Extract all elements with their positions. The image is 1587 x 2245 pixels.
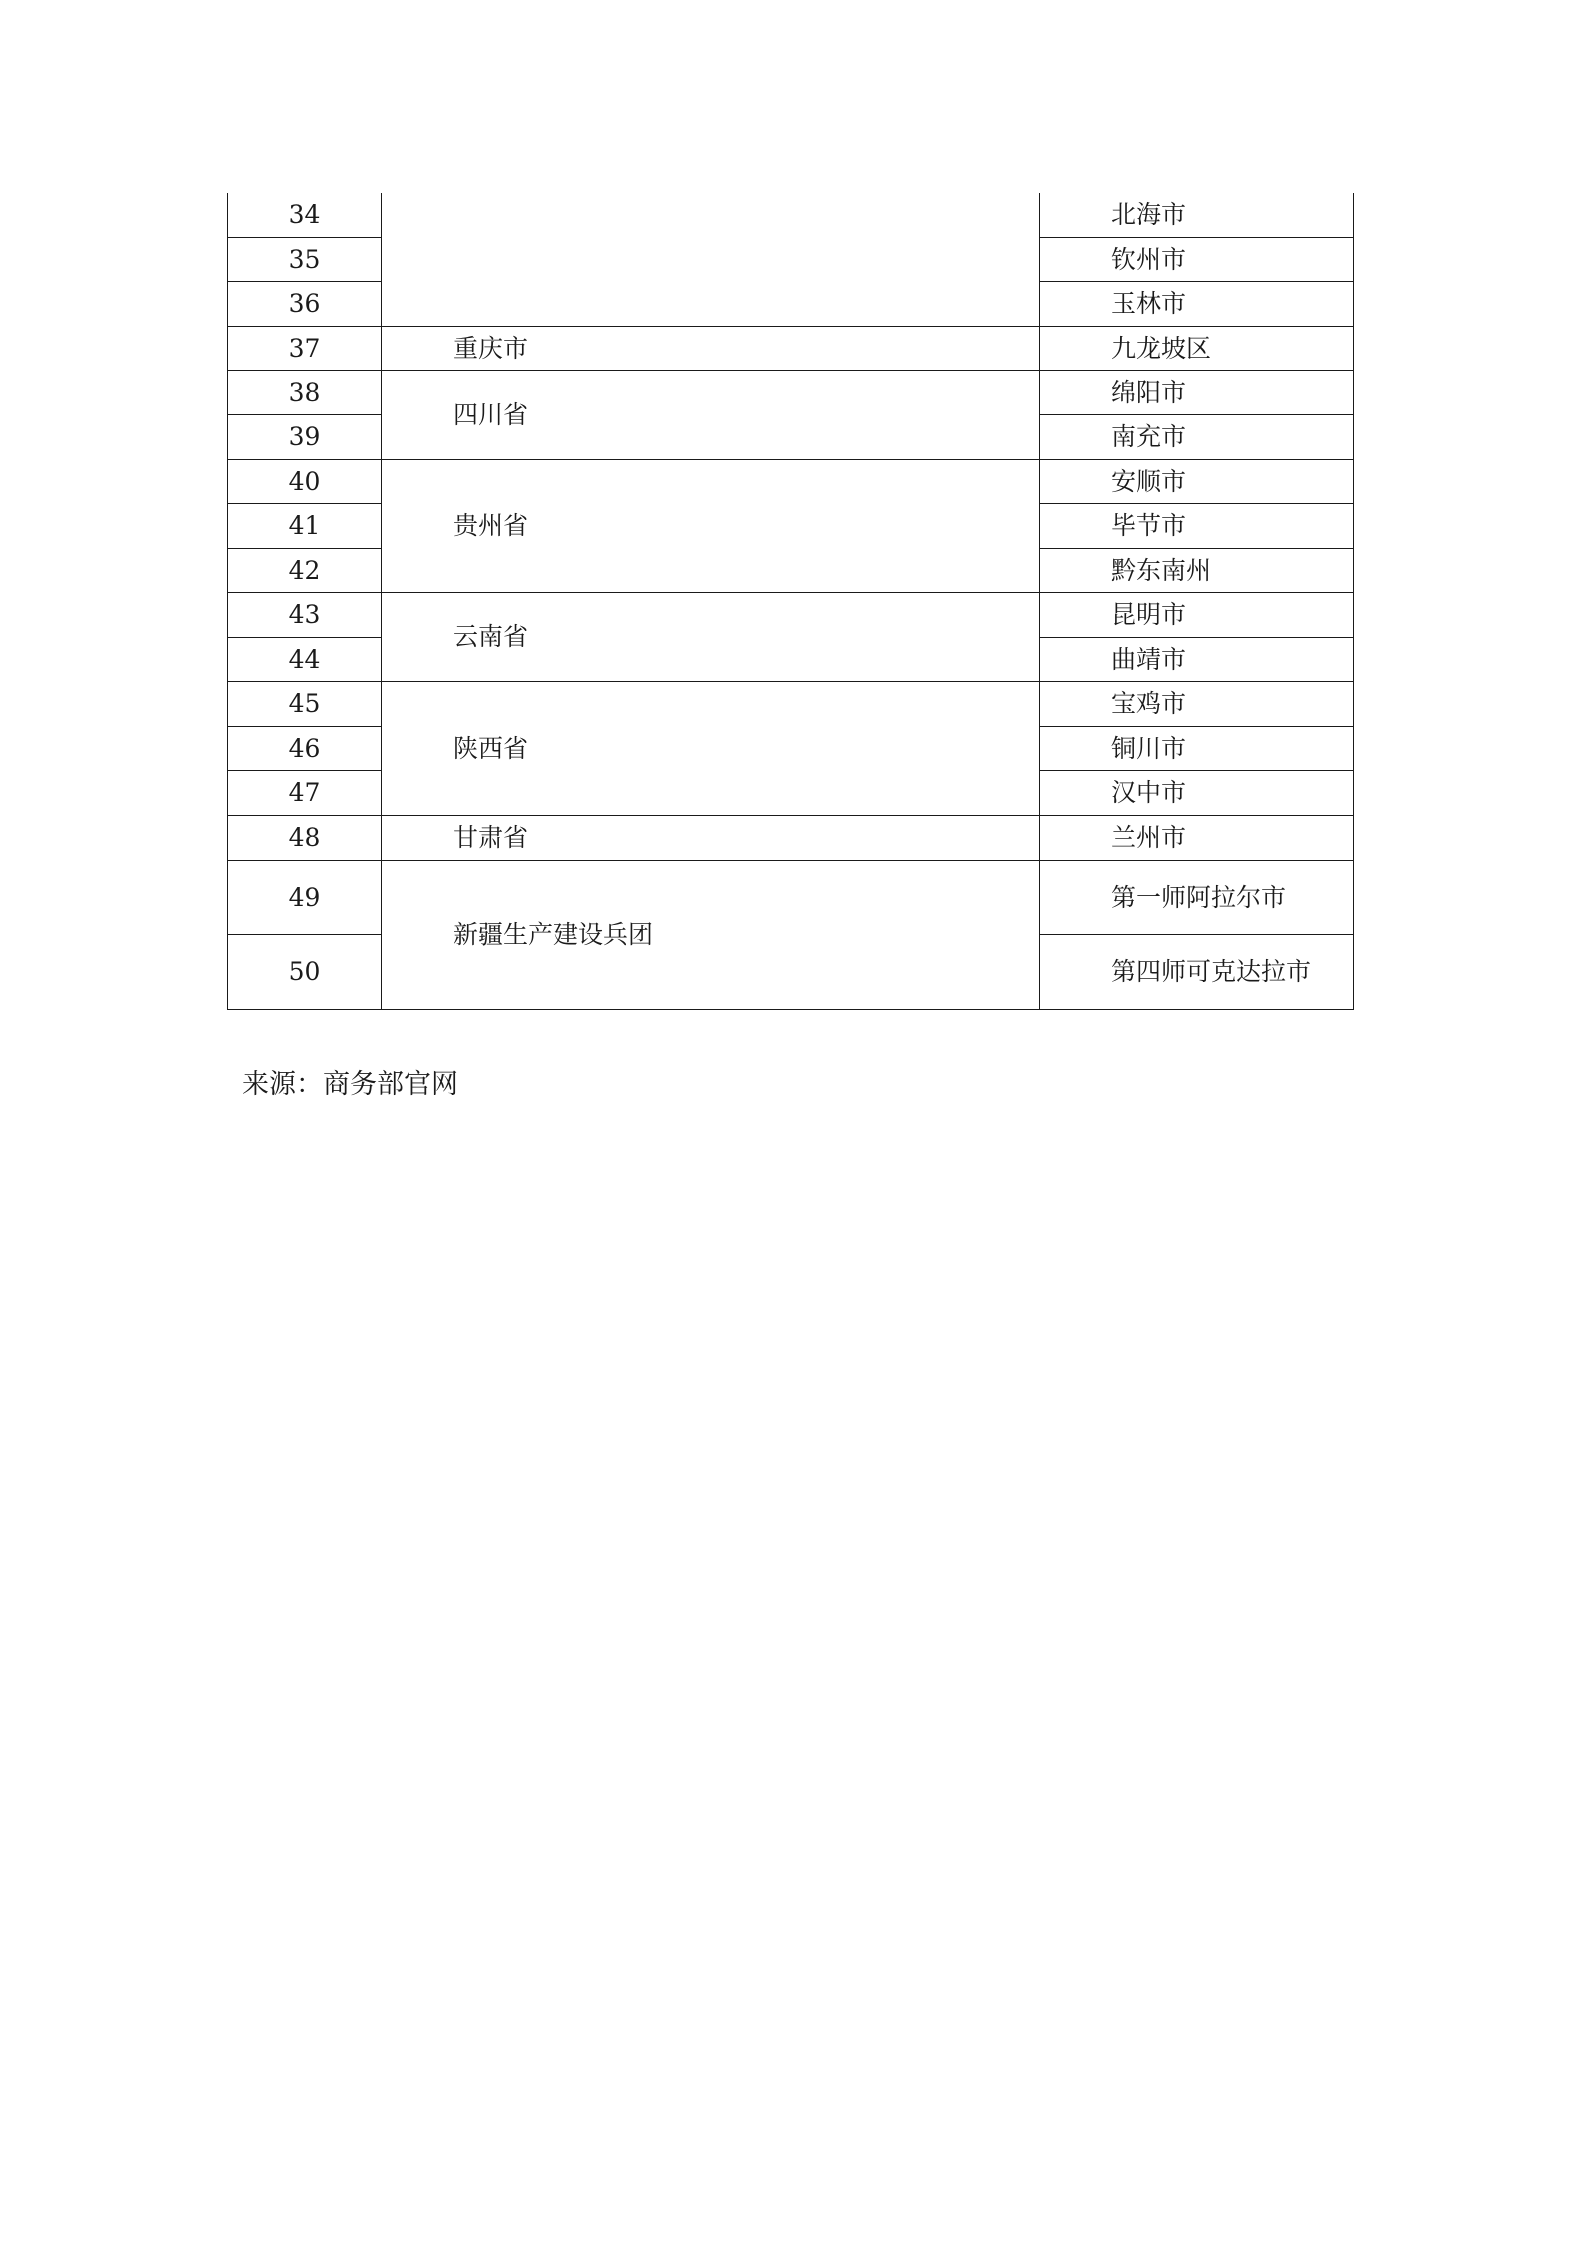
row-number-cell: 36 xyxy=(228,281,382,326)
city-cell: 安顺市 xyxy=(1040,459,1354,503)
table-row xyxy=(228,193,1354,237)
row-number-cell: 41 xyxy=(228,503,382,548)
table-row xyxy=(228,815,1354,860)
table-row xyxy=(228,370,1354,414)
row-number-cell: 38 xyxy=(228,370,382,414)
city-cell: 钦州市 xyxy=(1040,237,1354,281)
province-cell: 重庆市 xyxy=(382,326,1040,370)
province-cell: 云南省 xyxy=(382,592,1040,681)
city-cell: 九龙坡区 xyxy=(1040,326,1354,370)
row-number-cell: 35 xyxy=(228,237,382,281)
row-number-cell: 40 xyxy=(228,459,382,503)
table-row xyxy=(228,459,1354,503)
row-number-cell: 37 xyxy=(228,326,382,370)
row-number-cell: 42 xyxy=(228,548,382,592)
city-cell: 宝鸡市 xyxy=(1040,681,1354,726)
province-cell: 陕西省 xyxy=(382,681,1040,815)
city-cell: 汉中市 xyxy=(1040,770,1354,815)
region-table xyxy=(227,193,1354,1010)
city-cell: 曲靖市 xyxy=(1040,637,1354,681)
table-row xyxy=(228,326,1354,370)
city-cell: 昆明市 xyxy=(1040,592,1354,637)
city-cell: 铜川市 xyxy=(1040,726,1354,770)
city-cell: 第一师阿拉尔市 xyxy=(1040,860,1354,934)
city-cell: 黔东南州 xyxy=(1040,548,1354,592)
province-cell: 贵州省 xyxy=(382,459,1040,592)
table-row xyxy=(228,860,1354,934)
city-cell: 北海市 xyxy=(1040,193,1354,237)
table-row xyxy=(228,592,1354,637)
row-number-cell: 48 xyxy=(228,815,382,860)
row-number-cell: 34 xyxy=(228,193,382,237)
table-row xyxy=(228,681,1354,726)
source-note: 来源：商务部官网 xyxy=(242,1069,458,1100)
row-number-cell: 44 xyxy=(228,637,382,681)
city-cell: 南充市 xyxy=(1040,414,1354,459)
region-table-body xyxy=(228,193,1354,1009)
city-cell: 玉林市 xyxy=(1040,281,1354,326)
row-number-cell: 46 xyxy=(228,726,382,770)
row-number-cell: 43 xyxy=(228,592,382,637)
row-number-cell: 47 xyxy=(228,770,382,815)
city-cell: 毕节市 xyxy=(1040,503,1354,548)
province-cell xyxy=(382,193,1040,326)
row-number-cell: 39 xyxy=(228,414,382,459)
row-number-cell: 45 xyxy=(228,681,382,726)
city-cell: 兰州市 xyxy=(1040,815,1354,860)
city-cell: 绵阳市 xyxy=(1040,370,1354,414)
province-cell: 甘肃省 xyxy=(382,815,1040,860)
row-number-cell: 50 xyxy=(228,934,382,1009)
province-cell: 四川省 xyxy=(382,370,1040,459)
row-number-cell: 49 xyxy=(228,860,382,934)
province-cell: 新疆生产建设兵团 xyxy=(382,860,1040,1009)
city-cell: 第四师可克达拉市 xyxy=(1040,934,1354,1009)
